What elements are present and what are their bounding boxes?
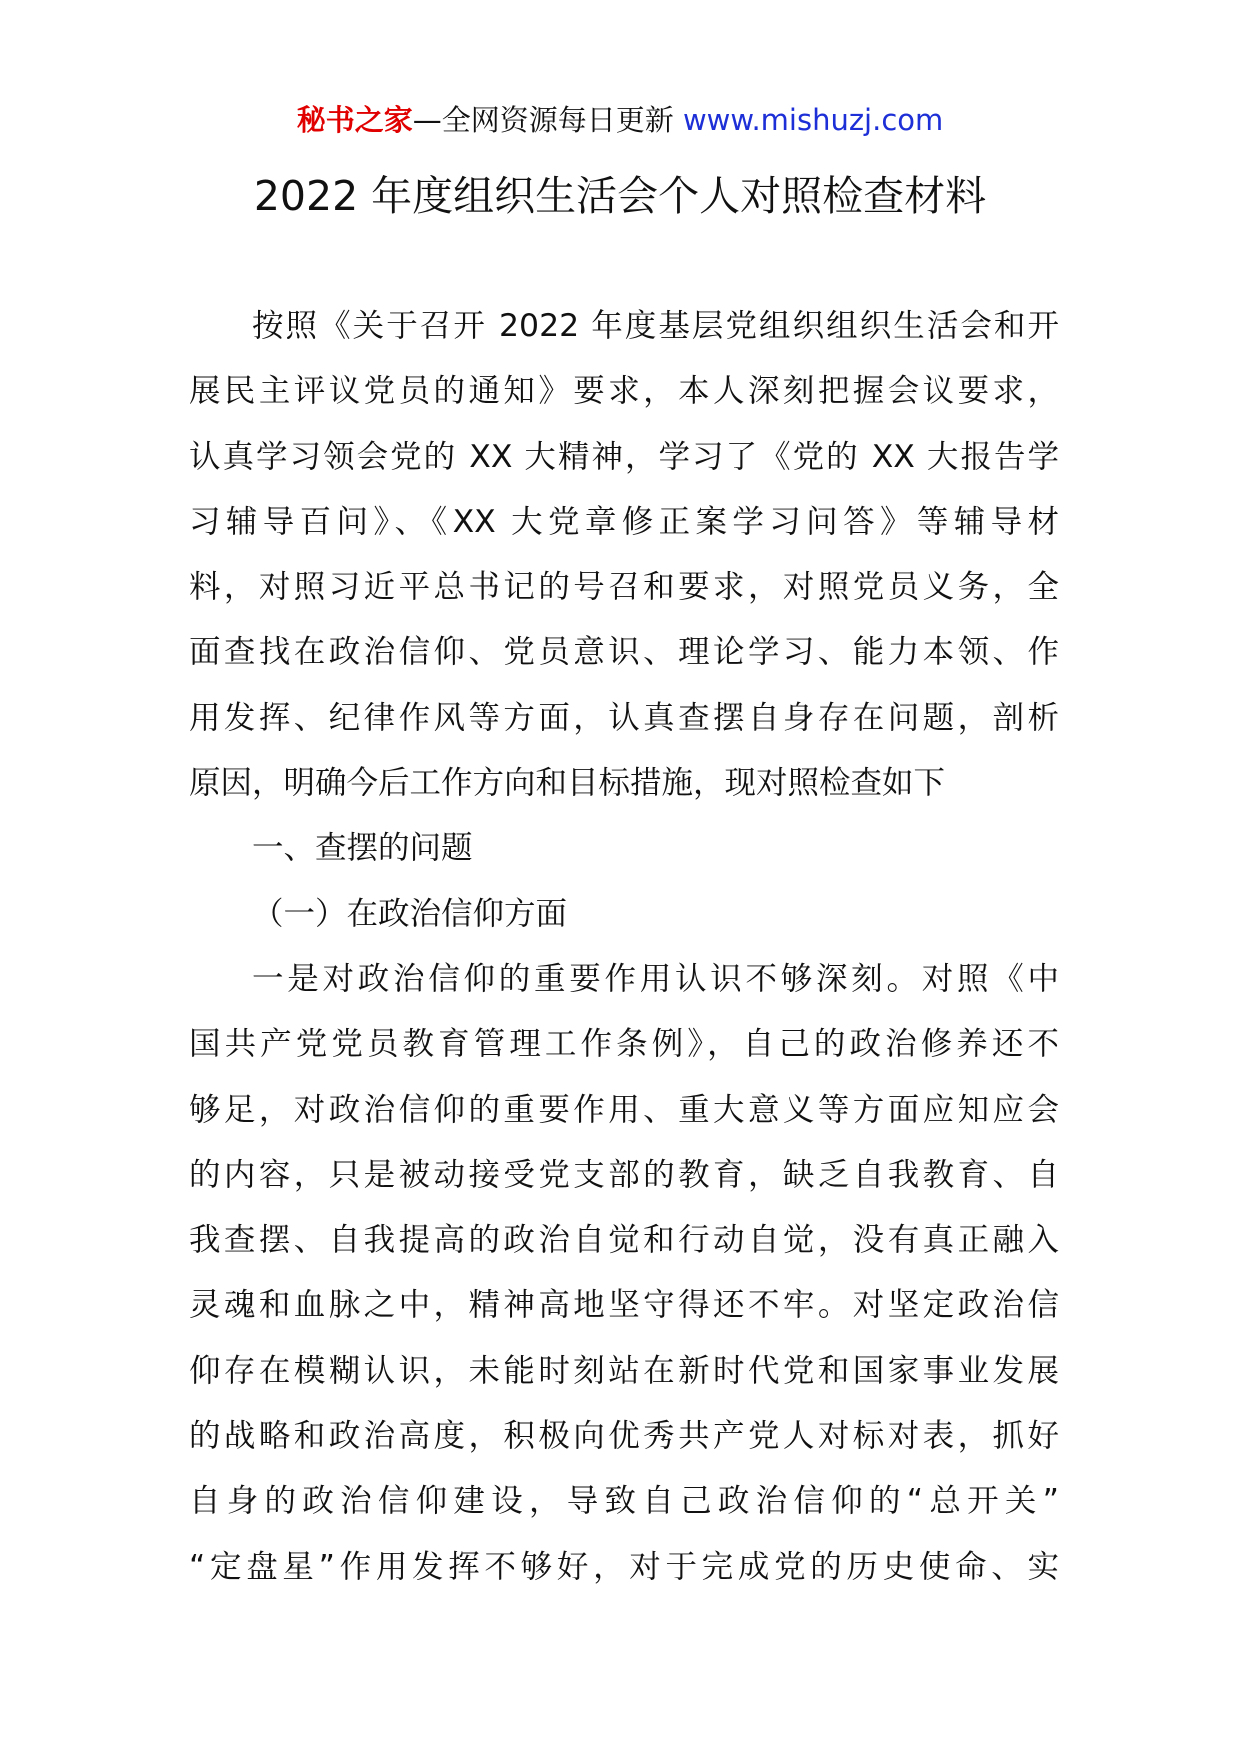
brand-tagline: —全网资源每日更新 [412,103,674,137]
paragraph-line: 原因，明确今后工作方向和目标措施，现对照检查如下 [189,765,946,802]
paragraph-line: 够足，对政治信仰的重要作用、重大意义等方面应知应会 [189,1091,1059,1128]
brand-name: 秘书之家 [296,103,413,137]
paragraph-line: 我查摆、自我提高的政治自觉和行动自觉，没有真正融入 [189,1222,1059,1259]
paragraph-line: 仰存在模糊认识，未能时刻站在新时代党和国家事业发展 [189,1352,1059,1389]
site-banner [0,100,1240,140]
site-url[interactable]: www.mishuzj.com [682,103,944,137]
paragraph-line: 国共产党党员教育管理工作条例》，自己的政治修养还不 [189,1026,1059,1063]
document-title: 2022 年度组织生活会个人对照检查材料 [253,172,987,220]
paragraph-line: 的战略和政治高度，积极向优秀共产党人对标对表，抓好 [189,1418,1059,1455]
paragraph-line: 面查找在政治信仰、党员意识、理论学习、能力本领、作 [189,634,1059,671]
paragraph-line: 自身的政治信仰建设，导致自己政治信仰的“总开关” [189,1483,1059,1520]
subsection-heading: （一）在政治信仰方面 [252,895,568,932]
paragraph-line: 料，对照习近平总书记的号召和要求，对照党员义务，全 [189,569,1059,606]
section-heading: 一、查摆的问题 [252,830,473,867]
paragraph-line: “定盘星”作用发挥不够好，对于完成党的历史使命、实 [189,1548,1059,1585]
paragraph-line: 一是对政治信仰的重要作用认识不够深刻。对照《中 [252,960,1059,997]
paragraph-line: 灵魂和血脉之中，精神高地坚守得还不牢。对坚定政治信 [189,1287,1059,1324]
document-body [189,294,1059,1600]
paragraph-line: 用发挥、纪律作风等方面，认真查摆自身存在问题，剖析 [189,699,1059,736]
paragraph-line: 展民主评议党员的通知》要求，本人深刻把握会议要求， [189,373,1059,410]
paragraph-line: 认真学习领会党的 XX 大精神，学习了《党的 XX 大报告学 [189,438,1059,475]
paragraph-line: 的内容，只是被动接受党支部的教育，缺乏自我教育、自 [189,1156,1059,1193]
paragraph-line: 按照《关于召开 2022 年度基层党组织组织生活会和开 [252,308,1059,344]
paragraph-line: 习辅导百问》、《XX 大党章修正案学习问答》等辅导材 [189,503,1059,540]
